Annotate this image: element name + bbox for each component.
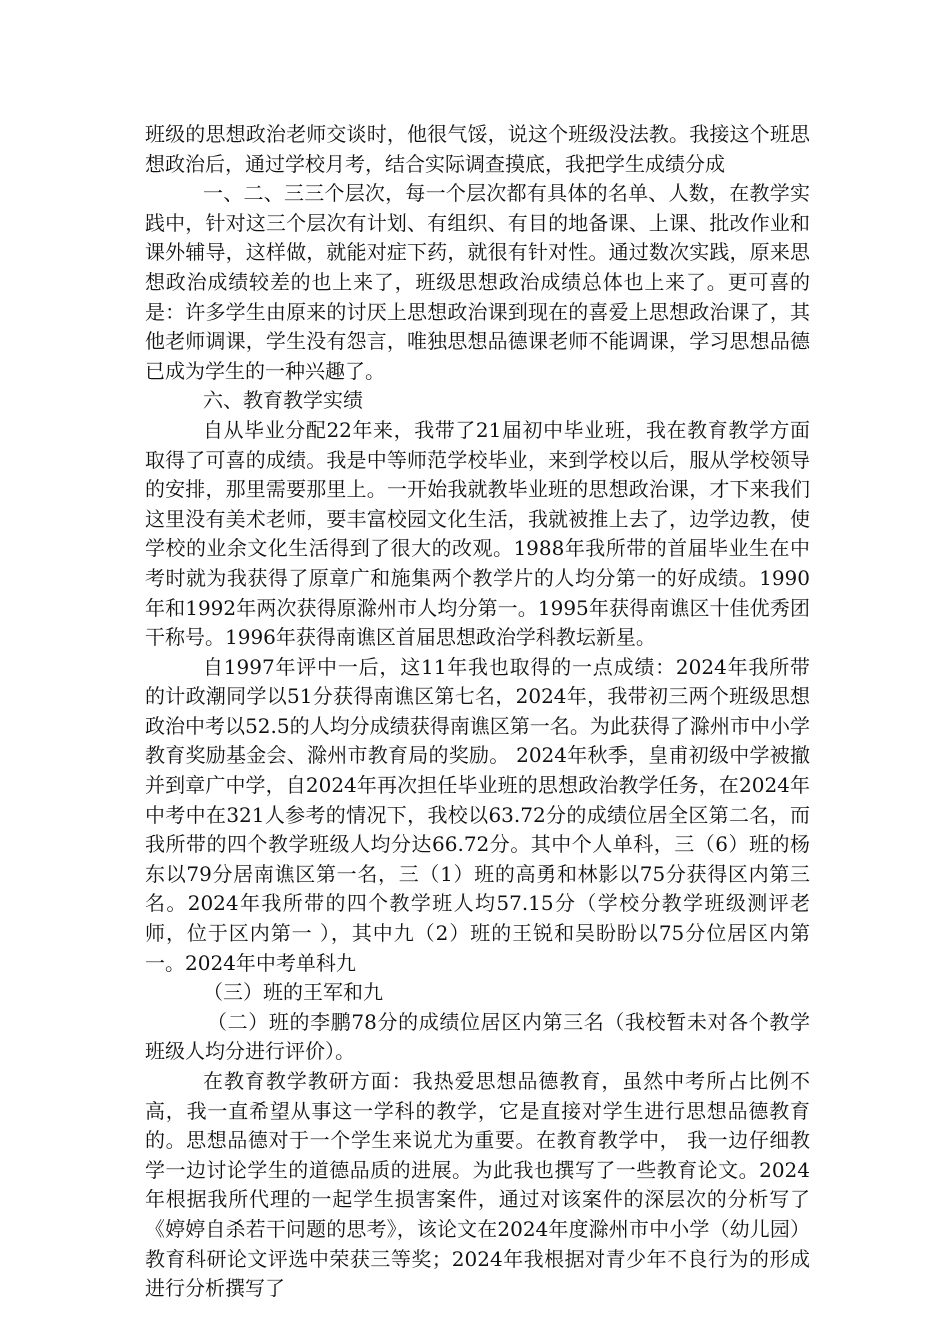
paragraph: 自从毕业分配22年来，我带了21届初中毕业班，我在教育教学方面取得了可喜的成绩。我是中等师范学校毕业，来到学校以后，服从学校领导的安排，那里需要那里上。一开始我就教毕业班的思想政治课，才下来我们这里没有美术老师，要丰富校园文化生活，我就被推上去了，边学边教，使学校的业余文化生活得到了很大的改观。1988年我所带的首届毕业生在中考时就为我获得了原章广和施集两个教学片的人均分第一的好成绩。1990年和1992年两次获得原滁州市人均分第一。1995年获得南谯区十佳优秀团干称号。1996年获得南谯区首届思想政治学科教坛新星。 [145, 417, 810, 650]
paragraph: 自1997年评中一后，这11年我也取得的一点成绩：2024年我所带的计政潮同学以51分获得南谯区第七名，2024年，我带初三两个班级思想政治中考以52.5的人均分成绩获得南谯区第一名。为此获得了滁州市中小学教育奖励基金会、滁州市教育局的奖励。 2024年秋季，皇甫初级中学被撤并到章广中学，自2024年再次担任毕业班的思想政治教学任务，在2024年中考中在321人参考的情况下，我校以63.72分的成绩位居全区第二名，而我所带的四个教学班级人均分达66.72分。其中个人单科，三（6）班的杨东以79分居南谯区第一名，三（1）班的高勇和林影以75分获得区内第三名。2024年我所带的四个教学班人均57.15分（学校分教学班级测评老师，位于区内第一 ），其中九（2）班的王锐和吴盼盼以75分位居区内第一。2024年中考单科九 [145, 654, 810, 975]
paragraph: 一、二、三三个层次，每一个层次都有具体的名单、人数，在教学实践中，针对这三个层次有计划、有组织、有目的地备课、上课、批改作业和课外辅导，这样做，就能对症下药，就很有针对性。通过数次实践，原来思想政治成绩较差的也上来了，班级思想政治成绩总体也上来了。更可喜的是：许多学生由原来的讨厌上思想政治课到现在的喜爱上思想政治课了，其他老师调课，学生没有怨言，唯独思想品德课老师不能调课，学习思想品德已成为学生的一种兴趣了。 [145, 181, 810, 383]
document-body [145, 120, 810, 1304]
paragraph: （二）班的李鹏78分的成绩位居区内第三名（我校暂未对各个教学班级人均分进行评价）。 [145, 1009, 810, 1064]
paragraph: 在教育教学教研方面：我热爱思想品德教育，虽然中考所占比例不高，我一直希望从事这一学科的教学，它是直接对学生进行思想品德教育的。思想品德对于一个学生来说尤为重要。在教育教学中， 我一边仔细教学一边讨论学生的道德品质的进展。为此我也撰写了一些教育论文。2024年根据我所代理的一起学生损害案件，通过对该案件的深层次的分析写了《婷婷自杀若干问题的思考》，该论文在2024年度滁州市中小学（幼儿园）教育科研论文评选中荣获三等奖；2024年我根据对青少年不良行为的形成进行分析撰写了 [145, 1069, 810, 1301]
section-heading: 六、教育教学实绩 [203, 388, 363, 413]
paragraph: 班级的思想政治老师交谈时，他很气馁，说这个班级没法教。我接这个班思想政治后，通过学校月考，结合实际调查摸底，我把学生成绩分成 [145, 122, 810, 176]
paragraph: （三）班的王军和九 [203, 980, 383, 1005]
